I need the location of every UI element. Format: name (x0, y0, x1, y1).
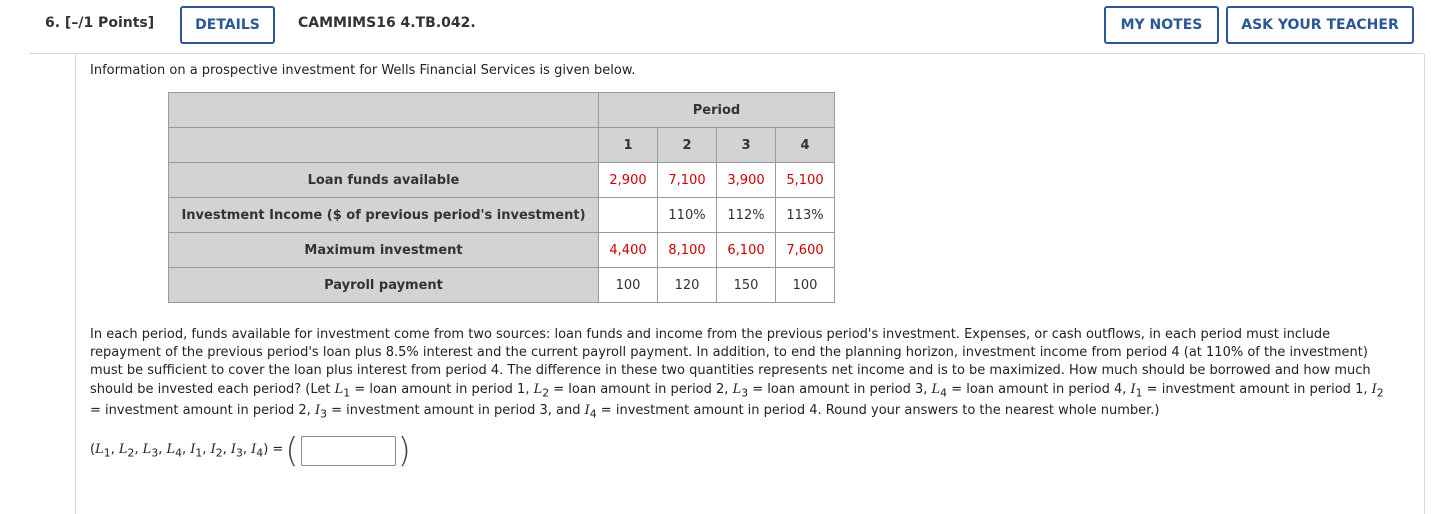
variable-definition: loan amount in period 1 (369, 381, 526, 397)
row-label: Investment Income ($ of previous period's investment) (169, 198, 599, 233)
variable-name: L (931, 381, 941, 397)
period-number: 2 (658, 128, 717, 163)
intro-text: Information on a prospective investment for Wells Financial Services is given below. (90, 63, 636, 78)
problem-code: CAMMIMS16 4.TB.042. (298, 15, 476, 31)
row-label: Maximum investment (169, 233, 599, 268)
question-header (30, 0, 1423, 54)
table-cell: 7,100 (658, 163, 717, 198)
table-cell: 112% (717, 198, 776, 233)
variable-name: I (1130, 381, 1136, 397)
table-cell: 2,900 (599, 163, 658, 198)
table-row (169, 233, 835, 268)
variable-subscript: 1 (343, 386, 351, 400)
table-cell: 6,100 (717, 233, 776, 268)
open-paren: ( (285, 431, 299, 471)
variable-subscript: 1 (1135, 386, 1143, 400)
answer-variable: I (230, 442, 236, 458)
variable-name: I (1371, 381, 1377, 397)
answer-input[interactable] (301, 436, 396, 466)
variable-subscript: 2 (1376, 386, 1384, 400)
period-number: 4 (776, 128, 835, 163)
variable-definition: loan amount in period 2 (568, 381, 725, 397)
period-number: 1 (599, 128, 658, 163)
paragraph-text: In each period, funds available for investment come from two sources: loan funds and income from the previous period's investment. Expenses, or cash outflows, in each period must include repayment of the previous period's loan plus 8.5% interest and the current payroll payment. In addition, to end the planning horizon, investment income from period 4 (at 110% of the investment) must be sufficient to cover the loan plus interest from period 4. The difference in these two quantities represents net income and is to be maximized. How much should be borrowed and how much should be invested each period? (Let (90, 327, 1371, 397)
answer-variable: L (142, 442, 152, 458)
answer-variable: I (190, 442, 196, 458)
close-paren: ) (397, 431, 411, 471)
answer-subscript: 3 (236, 446, 243, 460)
answer-label: ($L_1$, $L_2$, $L_3$, $L_4$, $I_1$, $I_2$, $I_3$, $I_4$) = (90, 442, 284, 460)
period-header-row (169, 93, 835, 128)
variable-name: L (732, 381, 742, 397)
answer-subscript: 4 (175, 446, 182, 460)
variable-subscript: 2 (542, 386, 550, 400)
table-cell: 100 (776, 268, 835, 303)
investment-table (168, 92, 835, 303)
table-cell: 150 (717, 268, 776, 303)
paragraph-tail: Round your answers to the nearest whole number.) (821, 403, 1160, 419)
answer-subscript: 1 (195, 446, 203, 460)
table-cell: 100 (599, 268, 658, 303)
answer-row (90, 431, 413, 471)
table-row (169, 163, 835, 198)
variable-definition: loan amount in period 4 (966, 381, 1123, 397)
ask-teacher-button[interactable]: ASK YOUR TEACHER (1226, 6, 1414, 44)
table-corner (169, 128, 599, 163)
table-cell: 5,100 (776, 163, 835, 198)
table-cell: 120 (658, 268, 717, 303)
table-cell: 3,900 (717, 163, 776, 198)
table-corner (169, 93, 599, 128)
table-row (169, 268, 835, 303)
answer-variable: L (166, 442, 176, 458)
variable-definition: investment amount in period 1 (1161, 381, 1364, 397)
table-cell: 7,600 (776, 233, 835, 268)
variable-definition: investment amount in period 3 (346, 403, 548, 419)
variable-name: L (533, 381, 543, 397)
variable-definition: investment amount in period 4 (615, 403, 818, 419)
variable-subscript: 4 (940, 386, 948, 400)
table-cell: 4,400 (599, 233, 658, 268)
period-number: 3 (717, 128, 776, 163)
answer-subscript: 4 (256, 446, 264, 460)
variable-name: I (584, 403, 590, 419)
problem-paragraph: In each period, funds available for investment come from two sources: loan funds and income from the previous period's investment. Expenses, or cash outflows, in each period must include repayment of the previous period's loan plus 8.5% interest and the current payroll payment. In addition, to end the planning horizon, investment income from period 4 (at 110% of the investment) must be sufficient to cover the loan plus interest from period 4. The difference in these two quantities represents net income and is to be maximized. How much should be borrowed and how much should be invested each period? (Let $L_1$ = loan amount in period 1, $L_2$ = loan amount in period 2, $L_3$ = loan amount in period 3, $L_4$ = loan amount in period 4, $I_1$ = investment amount in period 1, $I_2$ = investment amount in period 2, $I_3$ = investment amount in period 3, and $I_4$ = investment amount in period 4. Round your answers to the nearest whole number.) (90, 327, 1384, 421)
answer-variable: L (118, 442, 128, 458)
variable-name: I (314, 403, 321, 419)
period-numbers-row (169, 128, 835, 163)
table-cell: 110% (658, 198, 717, 233)
answer-subscript: 1 (103, 446, 111, 460)
variable-subscript: 4 (589, 408, 597, 421)
variable-subscript: 3 (741, 386, 749, 400)
answer-variable: I (210, 442, 216, 458)
table-row (169, 198, 835, 233)
variable-name: L (334, 381, 344, 397)
table-cell (599, 198, 658, 233)
row-label: Loan funds available (169, 163, 599, 198)
row-label: Payroll payment (169, 268, 599, 303)
period-header: Period (599, 93, 835, 128)
answer-variable: L (95, 442, 104, 458)
table-cell: 8,100 (658, 233, 717, 268)
my-notes-button[interactable]: MY NOTES (1104, 6, 1219, 44)
answer-variable: I (251, 442, 257, 458)
answer-subscript: 2 (127, 446, 135, 460)
answer-subscript: 3 (151, 446, 159, 460)
variable-subscript: 3 (320, 408, 327, 421)
variable-definition: loan amount in period 3 (767, 381, 924, 397)
question-number: 6. [–/1 Points] (45, 15, 155, 31)
answer-subscript: 2 (215, 446, 223, 460)
variable-definition: investment amount in period 2 (105, 403, 307, 419)
table-cell: 113% (776, 198, 835, 233)
details-button[interactable]: DETAILS (180, 6, 275, 44)
